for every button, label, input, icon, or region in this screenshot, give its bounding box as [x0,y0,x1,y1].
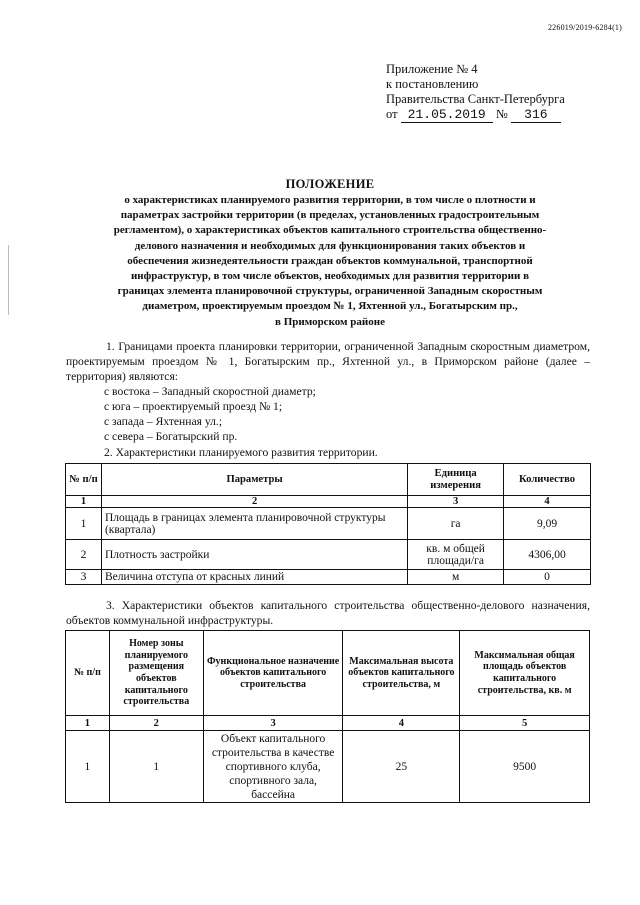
section-1-text: 1. Границами проекта планировки территории, ограниченной Западным скоростным диаметром, проектируемым проездом № 1, Богатырским пр., Яхтенной ул., в Приморском районе (далее – территория) являются: [66,340,590,383]
max-area-value: 9500 [460,731,590,803]
resolution-number: 316 [511,107,561,123]
object-function: Объект капитального строительства в качестве спортивного клуба, спортивного зала, бассейна [203,731,343,803]
subtitle-line: регламентом), о характеристиках объектов капитального строительства общественно- [113,224,547,237]
column-number: 4 [343,716,460,731]
subtitle-line: инфраструктур, в том числе объектов, необходимых для развития территории в [130,270,530,283]
development-parameters-table [65,463,591,585]
appendix-date-line [386,107,565,123]
column-number: 4 [504,496,591,508]
header-parameters: Параметры [101,464,407,496]
column-number: 2 [101,496,407,508]
boundary-west: с запада – Яхтенная ул.; [104,415,223,428]
column-number: 3 [408,496,504,508]
subtitle-line: делового назначения и необходимых для функционирования таких объектов и [134,239,526,252]
document-subtitle [60,193,600,330]
table-row [66,540,591,570]
parameter-unit: кв. м общей площади/га [408,540,504,570]
header-function: Функциональное назначение объектов капитального строительства [203,631,343,716]
row-number: 1 [66,731,110,803]
parameter-unit: га [408,508,504,540]
subtitle-line: обеспечения жизнедеятельности граждан объектов коммунальной, транспортной [127,254,533,267]
section-2-title: 2. Характеристики планируемого развития территории. [104,446,378,459]
row-number: 2 [66,540,102,570]
column-number-row [66,496,591,508]
header-quantity: Количество [504,464,591,496]
table-row [66,570,591,585]
header-max-height: Максимальная высота объектов капитального строительства, м [343,631,460,716]
row-number: 1 [66,508,102,540]
appendix-line-3: Правительства Санкт-Петербурга [386,92,565,106]
column-number: 3 [203,716,343,731]
appendix-block [386,62,565,123]
header-unit: Единица измерения [408,464,504,496]
boundary-south: с юга – проектируемый проезд № 1; [104,400,283,413]
resolution-date: 21.05.2019 [401,107,493,123]
page-title: ПОЛОЖЕНИЕ [285,177,375,191]
subtitle-line: в Приморском районе [275,315,385,328]
header-number: № п/п [66,631,110,716]
boundary-east: с востока – Западный скоростной диаметр; [104,385,316,398]
parameter-value: 4306,00 [504,540,591,570]
header-zone-number: Номер зоны планируемого размещения объектов капитального строительства [109,631,203,716]
column-number: 5 [460,716,590,731]
parameter-name: Площадь в границах элемента планировочной структуры (квартала) [101,508,407,540]
subtitle-line: диаметром, проектируемым проездом № 1, Яхтенной ул., Богатырским пр., [142,300,518,313]
header-number: № п/п [66,464,102,496]
from-label: от [386,107,398,121]
subtitle-line: параметрах застройки территории (в пределах, установленных градостроительным [120,209,540,222]
table-header-row [66,464,591,496]
row-number: 3 [66,570,102,585]
table-row [66,731,590,803]
capital-construction-table [65,630,590,803]
table-row [66,508,591,540]
parameter-name: Плотность застройки [101,540,407,570]
parameter-unit: м [408,570,504,585]
scan-margin-mark [8,245,11,315]
column-number: 1 [66,716,110,731]
column-number-row [66,716,590,731]
column-number: 2 [109,716,203,731]
document-number: 226019/2019-6284(1) [547,23,622,32]
parameter-value: 9,09 [504,508,591,540]
zone-number: 1 [109,731,203,803]
parameter-value: 0 [504,570,591,585]
appendix-line-2: к постановлению [386,77,479,91]
boundary-north: с севера – Богатырский пр. [104,430,238,443]
parameter-name: Величина отступа от красных линий [101,570,407,585]
max-height-value: 25 [343,731,460,803]
section-3-title: 3. Характеристики объектов капитального строительства общественно-делового назначения, объектов коммунальной инфраструктуры. [66,599,590,627]
number-label: № [495,107,508,121]
header-max-area: Максимальная общая площадь объектов капитального строительства, кв. м [460,631,590,716]
subtitle-line: границах элемента планировочной структуры, ограниченной Западным скоростным [117,285,543,298]
column-number: 1 [66,496,102,508]
appendix-line-1: Приложение № 4 [386,62,478,76]
table-header-row [66,631,590,716]
subtitle-line: о характеристиках планируемого развития территории, в том числе о плотности и [124,194,536,206]
